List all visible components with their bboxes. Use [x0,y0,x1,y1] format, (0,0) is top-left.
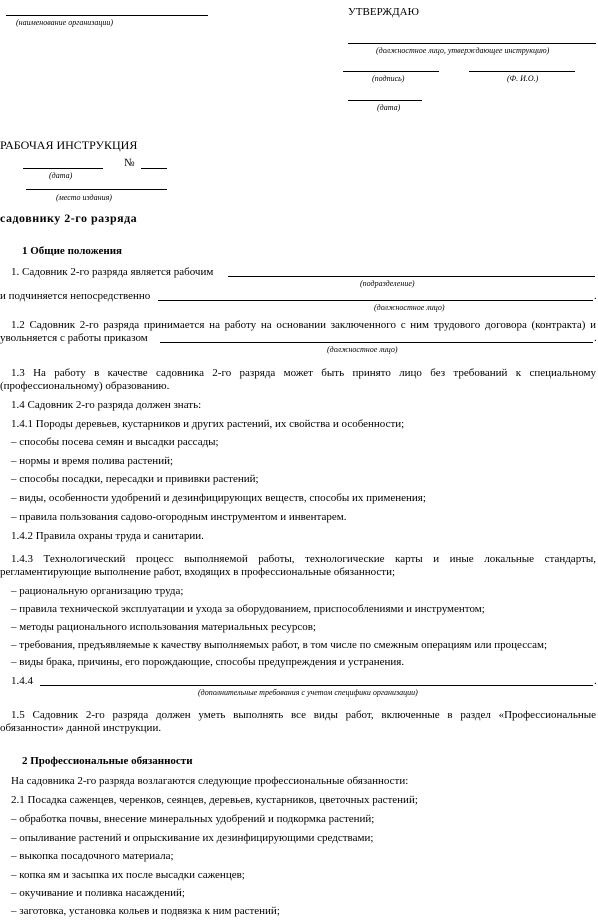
para-1-4: 1.4 Садовник 2-го разряда должен знать: [11,399,202,411]
doc-number-line[interactable] [141,168,167,169]
list-item: – заготовка, установка кольев и подвязка к ним растений; [11,905,280,917]
supervisor-caption: (должностное лицо) [374,303,445,312]
para-1-4-4-end: . [594,675,597,687]
subdivision-line[interactable] [228,276,595,277]
list-item: – окучивание и поливка насаждений; [11,887,185,899]
list-item: – опыливание растений и опрыскивание их дезинфицирующими средствами; [11,832,374,844]
para-1-4-4: 1.4.4 [11,675,33,687]
list-item: – обработка почвы, внесение минеральных удобрений и подкормка растений; [11,813,375,825]
org-name-line[interactable] [6,15,208,16]
list-item: – методы рационального использования материальных ресурсов; [11,621,316,633]
dismissal-caption: (должностное лицо) [327,345,398,354]
list-item: – копка ям и засыпка их после высадки саженцев; [11,869,245,881]
document-subject: садовнику 2-го разряда [0,211,138,225]
approve-date-line[interactable] [348,100,422,101]
approver-caption: (должностное лицо, утверждающее инструкцию) [376,46,550,55]
list-item: – виды, особенности удобрений и дезинфицирующих веществ, способы их применения; [11,492,426,504]
approver-line[interactable] [348,43,596,44]
signature-caption: (подпись) [372,74,405,83]
fio-line[interactable] [469,71,575,72]
para-1-4-3: 1.4.3 Технологический процесс выполняемой работы, технологические карты и иные локальные стандарты, регламентирующие выполнение работ, входящих в профессиональные обязанности; [0,553,596,578]
fio-caption: (Ф. И.О.) [507,74,539,83]
para-1b-text: и подчиняется непосредственно [0,290,151,302]
extra-requirements-line[interactable] [40,685,593,686]
doc-place-line[interactable] [26,189,167,190]
section1-heading: 1 Общие положения [22,245,122,257]
approve-date-caption: (дата) [377,103,401,112]
doc-place-caption: (место издания) [56,193,112,202]
section2-intro: На садовника 2-го разряда возлагаются следующие профессиональные обязанности: [11,775,409,787]
signature-line[interactable] [343,71,439,72]
para-1-4-2: 1.4.2 Правила охраны труда и санитарии. [11,530,204,542]
para-2-1: 2.1 Посадка саженцев, черенков, сеянцев, деревьев, кустарников, цветочных растений; [11,794,418,806]
list-item: – нормы и время полива растений; [11,455,174,467]
para-1-4-1: 1.4.1 Породы деревьев, кустарников и других растений, их свойства и особенности; [11,418,405,430]
list-item: – требования, предъявляемые к качеству выполняемых работ, в том числе по смежным операциям или процессам; [11,639,548,651]
list-item: – рациональную организацию труда; [11,585,184,597]
supervisor-line[interactable] [158,300,593,301]
para-1-3: 1.3 На работу в качестве садовника 2-го разряда может быть принято лицо без требований к специальному (профессиональному) образованию. [0,367,596,392]
approve-heading: УТВЕРЖДАЮ [348,6,419,18]
subdivision-caption: (подразделение) [360,279,415,288]
para-1-2-end: . [594,332,597,344]
para-1b-end: . [594,290,597,302]
para-1-text: 1. Садовник 2-го разряда является рабочим [11,266,214,278]
document-title: РАБОЧАЯ ИНСТРУКЦИЯ [0,138,138,152]
extra-requirements-caption: (дополнительные требования с учетом специфики организации) [198,688,418,697]
doc-date-caption: (дата) [49,171,73,180]
para-1-2-text: 1.2 Садовник 2-го разряда принимается на работу на основании заключенного с ним трудового договора (контракта) и увольняется с работы приказом [0,319,596,344]
list-item: – правила пользования садово-огородным инструментом и инвентарем. [11,511,347,523]
list-item: – способы посева семян и высадки рассады; [11,436,219,448]
para-1-5: 1.5 Садовник 2-го разряда должен уметь выполнять все виды работ, включенные в раздел «Профессиональные обязанности» данной инструкции. [0,709,596,734]
doc-date-line[interactable] [23,168,103,169]
list-item: – выкопка посадочного материала; [11,850,174,862]
list-item: – способы посадки, пересадки и прививки растений; [11,473,259,485]
dismissal-line[interactable] [160,342,593,343]
list-item: – правила технической эксплуатации и ухода за оборудованием, приспособлениями и инструментом; [11,603,485,615]
number-sign: № [124,157,135,169]
org-name-caption: (наименование организации) [16,18,114,27]
list-item: – виды брака, причины, его порождающие, способы предупреждения и устранения. [11,656,405,668]
section2-heading: 2 Профессиональные обязанности [22,755,193,767]
